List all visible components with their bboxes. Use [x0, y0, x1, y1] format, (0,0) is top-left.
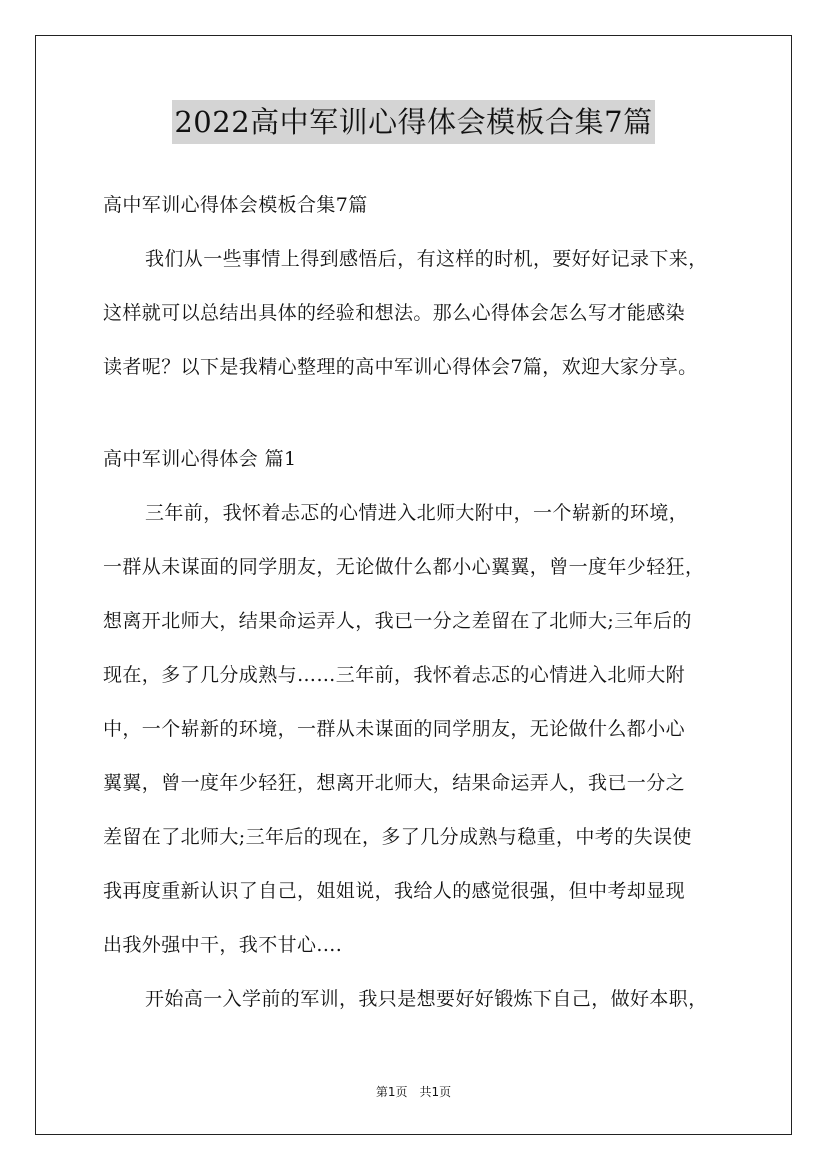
paragraph-line: 差留在了北师大;三年后的现在，多了几分成熟与稳重，中考的失误使	[103, 826, 692, 848]
section-heading: 高中军训心得体会 篇1	[103, 448, 297, 470]
paragraph-line: 翼翼，曾一度年少轻狂，想离开北师大，结果命运弄人，我已一分之	[103, 772, 686, 794]
intro-line: 我们从一些事情上得到感悟后，有这样的时机，要好好记录下来，	[145, 248, 708, 270]
paragraph-line: 想离开北师大，结果命运弄人，我已一分之差留在了北师大;三年后的	[103, 610, 692, 632]
paragraph-line: 开始高一入学前的军训，我只是想要好好锻炼下自己，做好本职，	[145, 988, 708, 1010]
paragraph-line: 一群从未谋面的同学朋友，无论做什么都小心翼翼，曾一度年少轻狂，	[103, 556, 705, 578]
document-title-wrapper	[0, 100, 827, 149]
document-title: 2022高中军训心得体会模板合集7篇	[172, 100, 654, 144]
page-total: 共1页	[419, 1085, 452, 1099]
paragraph-line: 出我外强中干，我不甘心....	[103, 934, 343, 956]
paragraph-line: 我再度重新认识了自己，姐姐说，我给人的感觉很强，但中考却显现	[103, 880, 686, 902]
document-body	[103, 178, 743, 1026]
page-footer	[0, 1083, 827, 1100]
intro-line: 这样就可以总结出具体的经验和想法。那么心得体会怎么写才能感染	[103, 302, 686, 324]
paragraph-line: 中，一个崭新的环境，一群从未谋面的同学朋友，无论做什么都小心	[103, 718, 686, 740]
document-subtitle: 高中军训心得体会模板合集7篇	[103, 194, 368, 216]
page-number: 第1页	[375, 1085, 408, 1099]
paragraph-line: 三年前，我怀着忐忑的心情进入北师大附中，一个崭新的环境，	[145, 502, 689, 524]
intro-line: 读者呢？以下是我精心整理的高中军训心得体会7篇，欢迎大家分享。	[103, 356, 698, 378]
paragraph-line: 现在，多了几分成熟与……三年前，我怀着忐忑的心情进入北师大附	[103, 664, 686, 686]
